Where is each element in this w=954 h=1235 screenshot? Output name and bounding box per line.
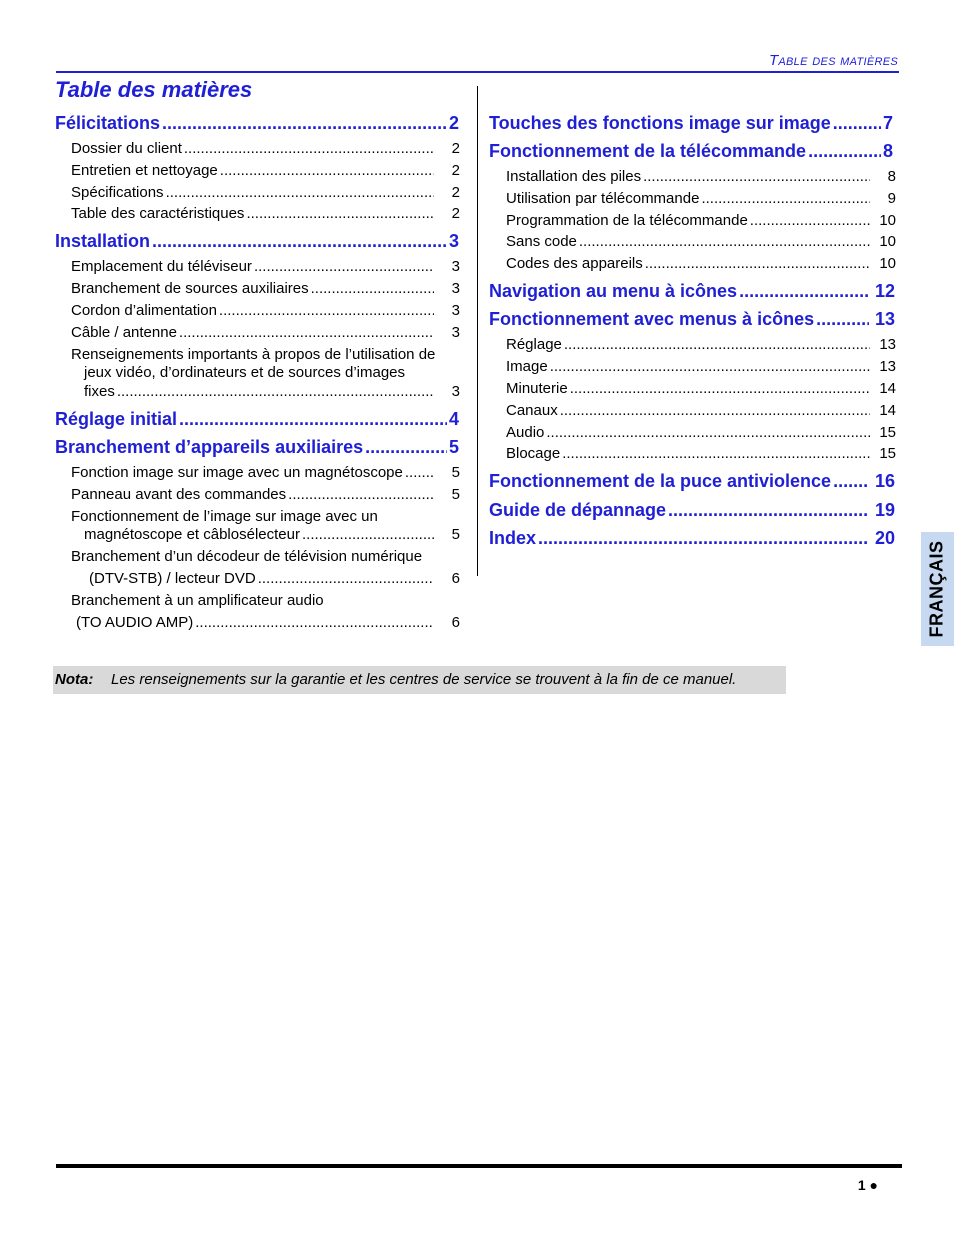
- toc-subentry-line: Branchement d’un décodeur de télévision numérique: [71, 548, 423, 565]
- toc-subentry[interactable]: [89, 570, 460, 590]
- toc-subentry[interactable]: [71, 184, 460, 204]
- leader-dots: [701, 190, 870, 207]
- language-tab-label: FRANÇAIS: [926, 540, 947, 638]
- toc-subentry-label: Spécifications: [71, 184, 164, 201]
- note-text: Les renseignements sur la garantie et les centres de service se trouvent à la fin de ce manuel.: [111, 671, 737, 688]
- toc-subentry-label: Canaux: [506, 402, 558, 419]
- toc-subentry-label: Emplacement du téléviseur: [71, 258, 252, 275]
- leader-dots: [833, 471, 869, 492]
- leader-dots: [668, 500, 869, 521]
- toc-entry-label: Guide de dépannage: [489, 500, 667, 520]
- toc-subentry-label: (DTV-STB) / lecteur DVD: [89, 570, 256, 587]
- toc-entry-icon-navigation[interactable]: [489, 281, 895, 303]
- leader-dots: [219, 302, 434, 319]
- toc-entry-felicitations[interactable]: [55, 113, 459, 135]
- toc-subentry-page: 3: [451, 324, 460, 341]
- toc-entry-label: Index: [489, 528, 537, 548]
- bullet-icon: ●: [869, 1177, 878, 1193]
- toc-entry-label: Touches des fonctions image sur image: [489, 113, 831, 133]
- toc-entry-remote[interactable]: [489, 141, 893, 163]
- toc-subentry-label: Panneau avant des commandes: [71, 486, 287, 503]
- leader-dots: [570, 380, 870, 397]
- leader-dots: [117, 383, 434, 400]
- toc-entry-page: 8: [882, 141, 893, 161]
- leader-dots: [288, 486, 434, 503]
- leader-dots: [579, 233, 870, 250]
- toc-subentry-page: 3: [451, 280, 460, 297]
- toc-subentry[interactable]: [76, 614, 460, 634]
- leader-dots: [564, 336, 870, 353]
- toc-subentry-label: Table des caractéristiques: [71, 205, 245, 222]
- toc-subentry[interactable]: [84, 526, 460, 546]
- toc-subentry[interactable]: [71, 280, 460, 300]
- leader-dots: [645, 255, 870, 272]
- toc-entry-index[interactable]: [489, 528, 895, 550]
- leader-dots: [546, 424, 870, 441]
- toc-entry-installation[interactable]: [55, 231, 459, 253]
- toc-entry-page: 2: [448, 113, 459, 133]
- toc-subentry-line: Branchement à un amplificateur audio: [71, 592, 324, 609]
- leader-dots: [833, 113, 881, 134]
- toc-subentry-label: fixes: [84, 383, 115, 400]
- toc-subentry-label: (TO AUDIO AMP): [76, 614, 194, 631]
- leader-dots: [184, 140, 434, 157]
- toc-entry-page: 5: [448, 437, 459, 457]
- toc-entry-label: Fonctionnement de la puce antiviolence: [489, 471, 832, 491]
- leader-dots: [550, 358, 870, 375]
- leader-dots: [166, 184, 434, 201]
- toc-subentry-label: Câble / antenne: [71, 324, 177, 341]
- toc-subentry-page: 3: [451, 258, 460, 275]
- toc-entry-label: Réglage initial: [55, 409, 178, 429]
- toc-subentry-page: 8: [887, 168, 896, 185]
- page-title: Table des matières: [55, 77, 253, 102]
- toc-entry-label: Branchement d’appareils auxiliaires: [55, 437, 364, 457]
- toc-entry-page: 19: [874, 500, 895, 520]
- toc-subentry-page: 14: [879, 380, 896, 397]
- toc-subentry-label: Cordon d’alimentation: [71, 302, 217, 319]
- toc-entry-branchement[interactable]: [55, 437, 459, 459]
- toc-subentry-page: 3: [451, 383, 460, 400]
- running-header-title: Table des matières: [768, 52, 898, 69]
- toc-subentry[interactable]: [506, 212, 896, 232]
- toc-entry-page: 20: [874, 528, 895, 548]
- toc-subentry[interactable]: [506, 358, 896, 378]
- toc-entry-reglage-initial[interactable]: [55, 409, 459, 431]
- page-number: [858, 1177, 878, 1193]
- toc-subentry[interactable]: [506, 445, 896, 465]
- toc-entry-page: 7: [882, 113, 893, 133]
- toc-subentry-page: 2: [451, 140, 460, 157]
- toc-entry-label: Installation: [55, 231, 151, 251]
- toc-entry-pip-keys[interactable]: [489, 113, 893, 135]
- toc-subentry-label: Image: [506, 358, 548, 375]
- toc-entry-vchip[interactable]: [489, 471, 895, 493]
- leader-dots: [254, 258, 434, 275]
- leader-dots: [365, 437, 447, 458]
- leader-dots: [220, 162, 434, 179]
- toc-entry-page: 12: [874, 281, 895, 301]
- leader-dots: [179, 324, 434, 341]
- toc-subentry-page: 15: [879, 424, 896, 441]
- toc-subentry-page: 13: [879, 336, 896, 353]
- toc-subentry-line: Fonctionnement de l’image sur image avec un: [71, 508, 378, 525]
- toc-entry-troubleshooting[interactable]: [489, 500, 895, 522]
- toc-subentry[interactable]: [71, 324, 460, 344]
- toc-subentry-page: 6: [451, 614, 460, 631]
- toc-subentry-page: 5: [451, 464, 460, 481]
- leader-dots: [405, 464, 434, 481]
- leader-dots: [808, 141, 881, 162]
- toc-entry-label: Félicitations: [55, 113, 161, 133]
- toc-subentry-label: Blocage: [506, 445, 561, 462]
- toc-subentry-label: Installation des piles: [506, 168, 642, 185]
- toc-subentry-page: 14: [879, 402, 896, 419]
- toc-subentry[interactable]: [71, 140, 460, 160]
- leader-dots: [179, 409, 447, 430]
- leader-dots: [311, 280, 434, 297]
- toc-subentry[interactable]: [506, 233, 896, 253]
- toc-subentry-page: 2: [451, 184, 460, 201]
- toc-subentry-label: Utilisation par télécommande: [506, 190, 700, 207]
- toc-subentry-page: 13: [879, 358, 896, 375]
- leader-dots: [258, 570, 434, 587]
- toc-subentry-page: 2: [451, 205, 460, 222]
- footer-rule: [56, 1164, 902, 1168]
- toc-entry-page: 13: [874, 309, 895, 329]
- toc-subentry[interactable]: [71, 205, 460, 225]
- toc-subentry-label: Réglage: [506, 336, 562, 353]
- toc-subentry[interactable]: [506, 336, 896, 356]
- toc-subentry-page: 9: [887, 190, 896, 207]
- toc-entry-label: Navigation au menu à icônes: [489, 281, 738, 301]
- note-label: Nota:: [55, 671, 94, 688]
- toc-subentry[interactable]: [506, 255, 896, 275]
- header-rule: [56, 71, 899, 73]
- toc-subentry[interactable]: [71, 258, 460, 278]
- leader-dots: [816, 309, 869, 330]
- leader-dots: [152, 231, 447, 252]
- toc-entry-page: 4: [448, 409, 459, 429]
- toc-subentry-page: 15: [879, 445, 896, 462]
- toc-subentry-label: Programmation de la télécommande: [506, 212, 748, 229]
- toc-subentry[interactable]: [506, 424, 896, 444]
- toc-subentry[interactable]: [71, 486, 460, 506]
- column-divider: [477, 86, 478, 576]
- toc-subentry[interactable]: [71, 162, 460, 182]
- leader-dots: [739, 281, 869, 302]
- leader-dots: [750, 212, 870, 229]
- toc-subentry-label: magnétoscope et câblosélecteur: [84, 526, 300, 543]
- toc-subentry-page: 5: [451, 486, 460, 503]
- toc-subentry[interactable]: [71, 302, 460, 322]
- leader-dots: [302, 526, 434, 543]
- toc-subentry[interactable]: [71, 464, 460, 484]
- toc-subentry-page: 3: [451, 302, 460, 319]
- toc-subentry-page: 10: [879, 233, 896, 250]
- toc-subentry[interactable]: [506, 168, 896, 188]
- toc-subentry[interactable]: [84, 383, 460, 403]
- toc-subentry-line: jeux vidéo, d’ordinateurs et de sources d’images: [84, 364, 406, 381]
- leader-dots: [560, 402, 870, 419]
- toc-subentry-page: 2: [451, 162, 460, 179]
- toc-subentry-label: Branchement de sources auxiliaires: [71, 280, 309, 297]
- toc-entry-label: Fonctionnement avec menus à icônes: [489, 309, 815, 329]
- toc-subentry-label: Audio: [506, 424, 545, 441]
- toc-entry-page: 3: [448, 231, 459, 251]
- toc-subentry-label: Sans code: [506, 233, 577, 250]
- leader-dots: [538, 528, 869, 549]
- toc-subentry[interactable]: [506, 380, 896, 400]
- toc-subentry-page: 6: [451, 570, 460, 587]
- toc-subentry[interactable]: [506, 190, 896, 210]
- leader-dots: [562, 445, 870, 462]
- toc-subentry-label: Dossier du client: [71, 140, 182, 157]
- toc-entry-label: Fonctionnement de la télécommande: [489, 141, 807, 161]
- toc-subentry-page: 5: [451, 526, 460, 543]
- toc-subentry-label: Codes des appareils: [506, 255, 643, 272]
- page-number-value: 1: [857, 1177, 866, 1193]
- toc-subentry-label: Fonction image sur image avec un magnétoscope: [71, 464, 403, 481]
- toc-entry-icon-menus[interactable]: [489, 309, 895, 331]
- leader-dots: [643, 168, 870, 185]
- leader-dots: [162, 113, 447, 134]
- leader-dots: [246, 205, 434, 222]
- toc-subentry-label: Minuterie: [506, 380, 568, 397]
- toc-subentry[interactable]: [506, 402, 896, 422]
- toc-subentry-page: 10: [879, 212, 896, 229]
- toc-subentry-page: 10: [879, 255, 896, 272]
- toc-subentry-label: Entretien et nettoyage: [71, 162, 218, 179]
- leader-dots: [195, 614, 434, 631]
- toc-entry-page: 16: [874, 471, 895, 491]
- toc-subentry-line: Renseignements importants à propos de l’utilisation de: [71, 346, 436, 363]
